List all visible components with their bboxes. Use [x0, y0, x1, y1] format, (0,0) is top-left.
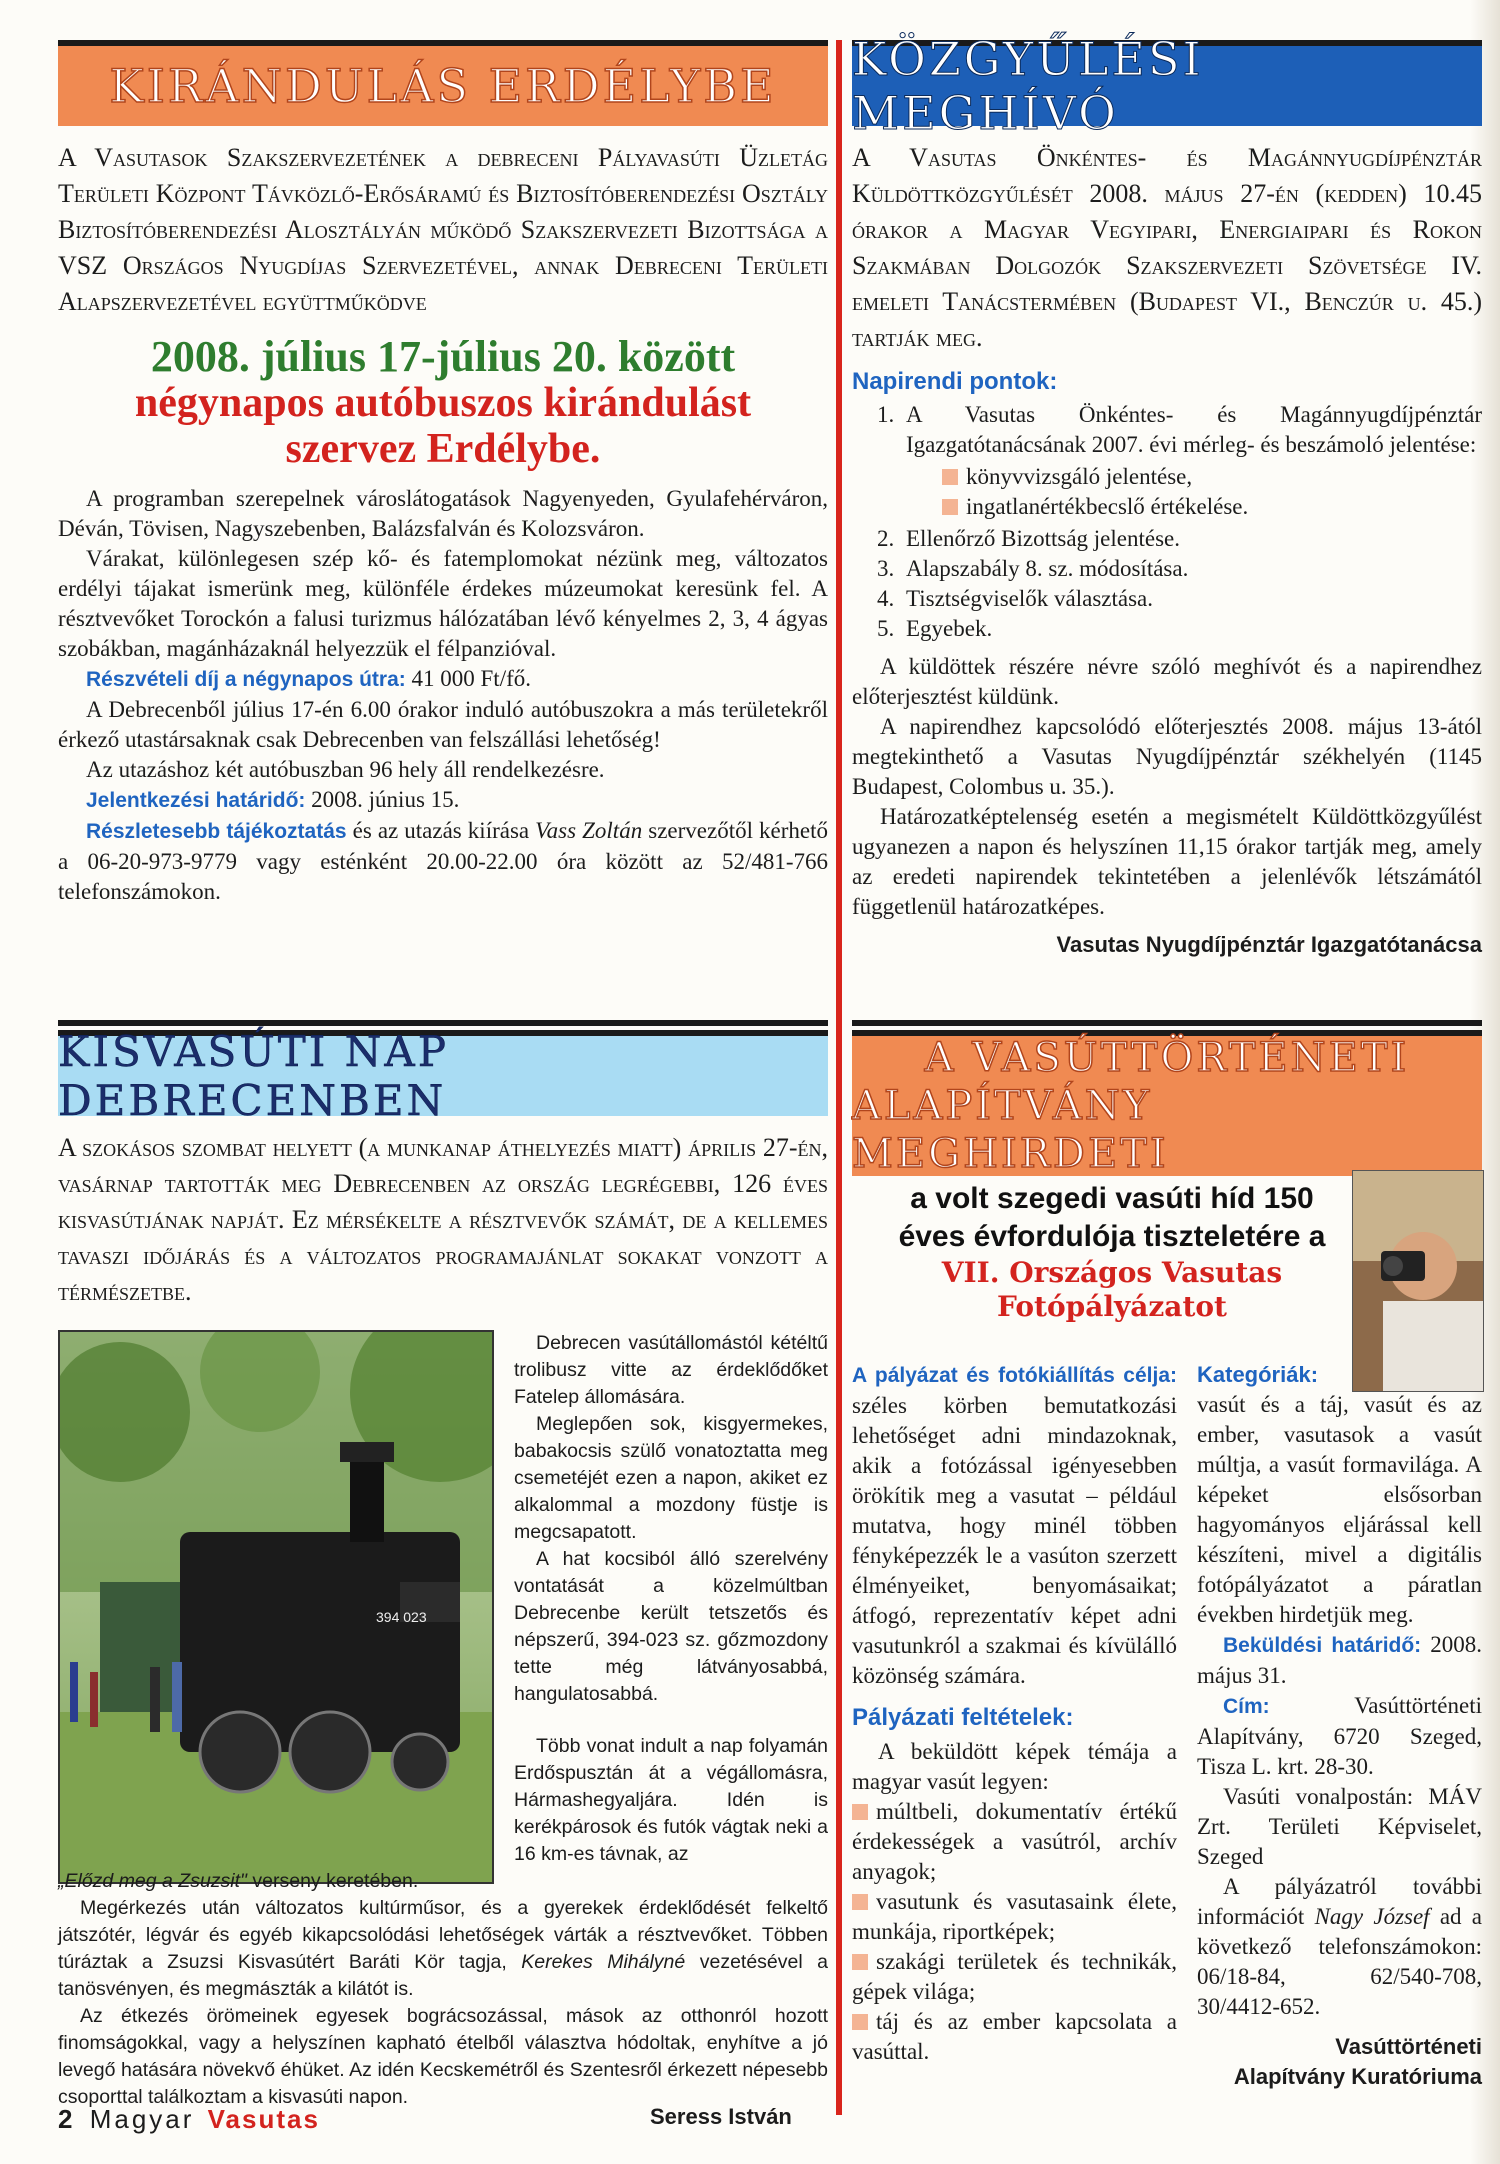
- address-value: Vasúttörténeti Alapítvány, 6720 Szeged, Tisza L. krt. 28-30.: [1197, 1693, 1482, 1779]
- info-line: [58, 816, 828, 907]
- info-label: Részletesebb tájékoztatás: [86, 820, 347, 843]
- paragraph: Az étkezés örömeinek egyesek bográcsozással, mások az otthonról hozott finomságokkal, vagy a helyszínen kapható ételből választva hódoltak, enyhítve a jó levegő hatására növekvő éhüket. Az idén Kecskemétről és Szentesről érkezett népesebb csoporttal találkoztam a kisvasúti napon.: [58, 2005, 828, 2108]
- agenda-item: 3. Alapszabály 8. sz. módosítása.: [900, 554, 1482, 584]
- banner-foundation: [852, 1030, 1482, 1176]
- address: [1197, 1691, 1482, 1782]
- paragraph: Az utazáshoz két autóbuszban 96 hely áll rendelkezésre.: [86, 757, 605, 782]
- headline-trip: [58, 334, 828, 472]
- para-text: Megérkezés után változatos kultúrműsor, és a gyerekek érdeklődését felkeltő játszótér, légvár és egyéb kikapcsolódási lehetőségek várták a résztvevőket. Többen túráztak a Zsuzsi Kisvasútért Baráti Kör tagja,: [58, 1897, 828, 1973]
- contest-title-line: a volt szegedi vasúti híd 150: [910, 1182, 1314, 1215]
- info-text: és az utazás kiírása: [352, 818, 530, 843]
- contest-title-red: VII. Országos Vasutas: [941, 1256, 1283, 1289]
- organizer-name: Vass Zoltán: [535, 818, 643, 843]
- paragraph: A küldöttek részére névre szóló meghívót és a napirendhez előterjesztést küldünk.: [852, 654, 1482, 709]
- article-author: Seress István: [650, 2104, 792, 2129]
- condition-text: múltbeli, dokumentatív értékű érdekességek a vasútról, archív anyagok;: [852, 1799, 1177, 1884]
- send-deadline: [1197, 1630, 1482, 1691]
- agenda-item: 5. Egyebek.: [900, 614, 1482, 644]
- fee-line: [58, 664, 828, 695]
- page-footer: [58, 2104, 320, 2135]
- categories-label: Kategóriák:: [1197, 1362, 1319, 1387]
- agenda-item: 4. Tisztségviselők választása.: [900, 584, 1482, 614]
- send-value: 2008. május 31.: [1197, 1632, 1482, 1688]
- condition-item: [852, 1887, 1177, 1947]
- agenda-label: Napirendi pontok:: [852, 368, 1058, 395]
- paragraph: [58, 1868, 828, 1895]
- headline-red-2: szervez Erdélybe.: [285, 426, 601, 472]
- contest-title-line: éves évfordulója tiszteletére a: [898, 1220, 1326, 1253]
- race-name: „Előzd meg a Zsuzsit": [58, 1870, 247, 1892]
- agenda-text: A Vasutas Önkéntes- és Magánnyugdíjpénztár Igazgatótanácsának 2007. évi mérleg- és beszámoló jelentése:: [906, 402, 1482, 457]
- goal-paragraph: [852, 1360, 1177, 1691]
- banner-line: A VASÚTTÖRTÉNETI: [924, 1035, 1410, 1081]
- categories-text: vasút és a táj, vasút és az ember, vasutasok a vasút múltja, a vasút formavilága. A képeket elsősorban hagyományos eljárással kell készíteni, mivel a digitális fotópályázatot a páratlan években hirdetjük meg.: [1197, 1392, 1482, 1627]
- headline-red-1: négynapos autóbuszos kirándulást: [134, 380, 752, 426]
- agenda-list: [852, 400, 1482, 644]
- paragraph: A programban szerepelnek városlátogatások Nagyenyeden, Gyulafehérváron, Déván, Tövisen, Nagyszebenben, Balázsfalván és Kolozsváron.: [58, 486, 828, 541]
- condition-text: táj és az ember kapcsolata a vasúttal.: [852, 2009, 1177, 2064]
- paragraph: Várakat, különlegesen szép kő- és fatemplomokat nézünk meg, változatos erdélyi tájakat ismerünk meg, különféle érdekes múzeumokat keresünk fel. A résztvevőket Torockón a falusi turizmus hálózatában lévő kényelmes 2, 3, 4 ágyas szobákban, magánházaknál helyezzük el félpanzióval.: [58, 546, 828, 661]
- send-label: Beküldési határidő:: [1223, 1634, 1422, 1657]
- section-separator-right: [852, 1020, 1482, 1026]
- headline-date: 2008. július 17-július 20. között: [150, 332, 736, 381]
- condition-item: [852, 1947, 1177, 2007]
- agenda-item: [900, 400, 1482, 522]
- contact-name: Nagy József: [1314, 1904, 1430, 1929]
- info-text: szervezőtől kérhető a 06-20-973-9779 vagy esténként 20.00-22.00 óra között az 52/481-766 telefonszámokon.: [58, 818, 828, 904]
- lead-trip: A Vasutasok Szakszervezetének a debreceni Pályavasúti Üzletág Területi Központ Távközlő-Erősáramú és Biztosítóberendezési Osztály Biztosítóberendezési Alosztályán működő Szakszervezeti Bizottsága a VSZ Országos Nyugdíjas Szervezetével, annak Debreceni Területi Alapszervezetével együttműködve: [58, 143, 828, 316]
- paragraph: Debrecen vasútállomástól kétéltű trolibusz vitte az érdeklődőket Fatelep állomására.: [514, 1332, 828, 1408]
- page-number: 2: [58, 2104, 73, 2134]
- condition-item: [852, 1797, 1177, 1887]
- rail-mail: Vasúti vonalpostán: MÁV Zrt. Területi Képviselet, Szeged: [1197, 1784, 1482, 1869]
- goal-label: A pályázat és fotókiállítás célja:: [852, 1364, 1177, 1387]
- fee-label: Részvételi díj a négynapos útra:: [86, 668, 406, 691]
- steam-train-photo: [58, 1330, 494, 1884]
- condition-text: szakági területek és technikák, gépek világa;: [852, 1949, 1177, 2004]
- para-text: Több vonat indult a nap folyamán Erdőspusztán át a végállomásra, Hármashegyaljára. Idén is kerékpárosok és futók vágtak neki a 16 km-es távnak, az: [514, 1735, 828, 1865]
- condition-item: [852, 2007, 1177, 2067]
- para-text: verseny keretében.: [252, 1870, 419, 1892]
- narrow-gauge-full-text: [58, 1735, 829, 2111]
- section-separator-left: [58, 1020, 828, 1026]
- locomotive-number: 394 023: [376, 1609, 427, 1625]
- article-narrow-gauge-day: [58, 1027, 829, 2108]
- contest-title: [892, 1180, 1332, 1324]
- more-info-text: A pályázatról további információt: [1197, 1874, 1482, 1929]
- lead-narrow-gauge: A szokásos szombat helyett (a munkanap áthelyezés miatt) április 27-én, vasárnap tartották meg Debrecenben az ország legrégebbi, 126 éves kisvasútjának napját. Ez mérsékelte a résztvevők számát, de a kellemes tavaszi időjárás és a változatos programajánlat sokakat vonzott a térmészetbe.: [58, 1133, 828, 1306]
- contest-right-column: [1197, 1360, 1482, 2092]
- article-trip-erdely: [58, 40, 828, 907]
- banner-narrow-gauge: KISVASÚTI NAP DEBRECENBEN: [58, 1030, 828, 1116]
- meeting-signature: Vasutas Nyugdíjpénztár Igazgatótanácsa: [1056, 932, 1482, 957]
- paragraph: A napirendhez kapcsolódó előterjesztés 2008. május 13-ától megtekinthető a Vasutas Nyugdíjpénztár székhelyén (1145 Budapest, Colombus u. 35.).: [852, 714, 1482, 799]
- column-divider: [836, 40, 842, 2115]
- contest-left-column: [852, 1360, 1177, 2067]
- paragraph: Határozatképtelenség esetén a megismételt Küldöttközgyűlést ugyanezen a napon és helyszínen 11,15 órakor tartják meg, amely az eredeti napirendek tekintetében a jelenlévők létszámától függetlenül határozatképes.: [852, 804, 1482, 919]
- agenda-subitem: [936, 462, 1482, 492]
- paragraph: [58, 1895, 828, 2003]
- foundation-signature: [1197, 2032, 1482, 2092]
- magazine-name: Magyar: [89, 2104, 195, 2134]
- magazine-name-accent: Vasutas: [207, 2104, 320, 2134]
- banner-trip: KIRÁNDULÁS ERDÉLYBE: [58, 40, 828, 126]
- photographer-photo: [1352, 1170, 1484, 1392]
- article-general-meeting: [852, 32, 1482, 958]
- paragraph: [514, 1733, 828, 1868]
- deadline-line: [58, 785, 828, 816]
- agenda-subitem-text: könyvvizsgáló jelentése,: [966, 464, 1193, 489]
- lead-meeting: A Vasutas Önkéntes- és Magánnyugdíjpénztár Küldöttközgyűlését 2008. május 27-én (kedden) 10.45 órakor a Magyar Vegyipari, Energiaipari és Rokon Szakmában Dolgozók Szakszervezeti Szövetsége IV. emeleti Tanácstermében (Budapest VI., Benczúr u. 45.) tartják meg.: [852, 143, 1482, 352]
- agenda-subitem-text: ingatlanértékbecslő értékelése.: [966, 494, 1249, 519]
- signature-line: Vasúttörténeti: [1335, 2034, 1482, 2059]
- narrow-gauge-column: [514, 1330, 828, 1708]
- condition-text: vasutunk és vasutasaink élete, munkája, riportképek;: [852, 1889, 1177, 1944]
- banner-line: ALAPÍTVÁNY MEGHIRDETI: [852, 1083, 1169, 1177]
- more-info: [1197, 1872, 1482, 2022]
- agenda-subitem: [936, 492, 1482, 522]
- banner-meeting: KÖZGYŰLÉSI MEGHÍVÓ: [852, 40, 1482, 126]
- agenda-item: 2. Ellenőrző Bizottság jelentése.: [900, 524, 1482, 554]
- paragraph: A Debrecenből július 17-én 6.00 órakor induló autóbuszokra a más területekről érkező utastársaknak csak Debrecenben van felszállási lehetőség!: [58, 697, 828, 752]
- deadline-value: 2008. június 15.: [311, 787, 460, 812]
- signature-line: Alapítvány Kuratóriuma: [1233, 2064, 1482, 2089]
- article-photo-contest: [852, 1030, 1483, 2089]
- conditions-label: Pályázati feltételek:: [852, 1704, 1074, 1731]
- deadline-label: Jelentkezési határidő:: [86, 789, 306, 812]
- conditions-list: [852, 1797, 1177, 2067]
- paragraph: Meglepően sok, kisgyermekes, babakocsis szülő vonatoztatta meg csemetéjét ezen a napon, akiket ez alkalommal a mozdony füstje is megcsapatott.: [514, 1413, 828, 1543]
- more-info-text: ad a következő telefonszámokon: 06/18-84, 62/540-708, 30/4412-652.: [1197, 1904, 1483, 2019]
- fee-value: 41 000 Ft/fő.: [411, 666, 531, 691]
- agenda-sublist: [936, 462, 1482, 522]
- contest-title-red: Fotópályázatot: [997, 1290, 1227, 1323]
- conditions-intro: A beküldött képek témája a magyar vasút legyen:: [852, 1739, 1177, 1794]
- address-label: Cím:: [1223, 1695, 1270, 1718]
- paragraph: A hat kocsiból álló szerelvény vontatását a közelmúltban Debrecenbe került tetszetős és népszerű, 394-023 sz. gőzmozdony tette még látványosabbá, hangulatosabbá.: [514, 1548, 828, 1705]
- person-name: Kerekes Mihályné: [521, 1951, 686, 1973]
- para-text: vezetésével a tanösvényen, és megmászták a kilátót is.: [58, 1951, 829, 2000]
- goal-text: széles körben bemutatkozási lehetőséget adni mindazoknak, akik a fotózással igényesebben örökítik meg a vasutat – például mutatva, hogy minél többen fényképezzék le a vasúton szerzett élményeiket, benyomásaikat; átfogó, reprezentatív képet adni vasutunkról a szakmai és kívülálló közönség számára.: [852, 1393, 1177, 1688]
